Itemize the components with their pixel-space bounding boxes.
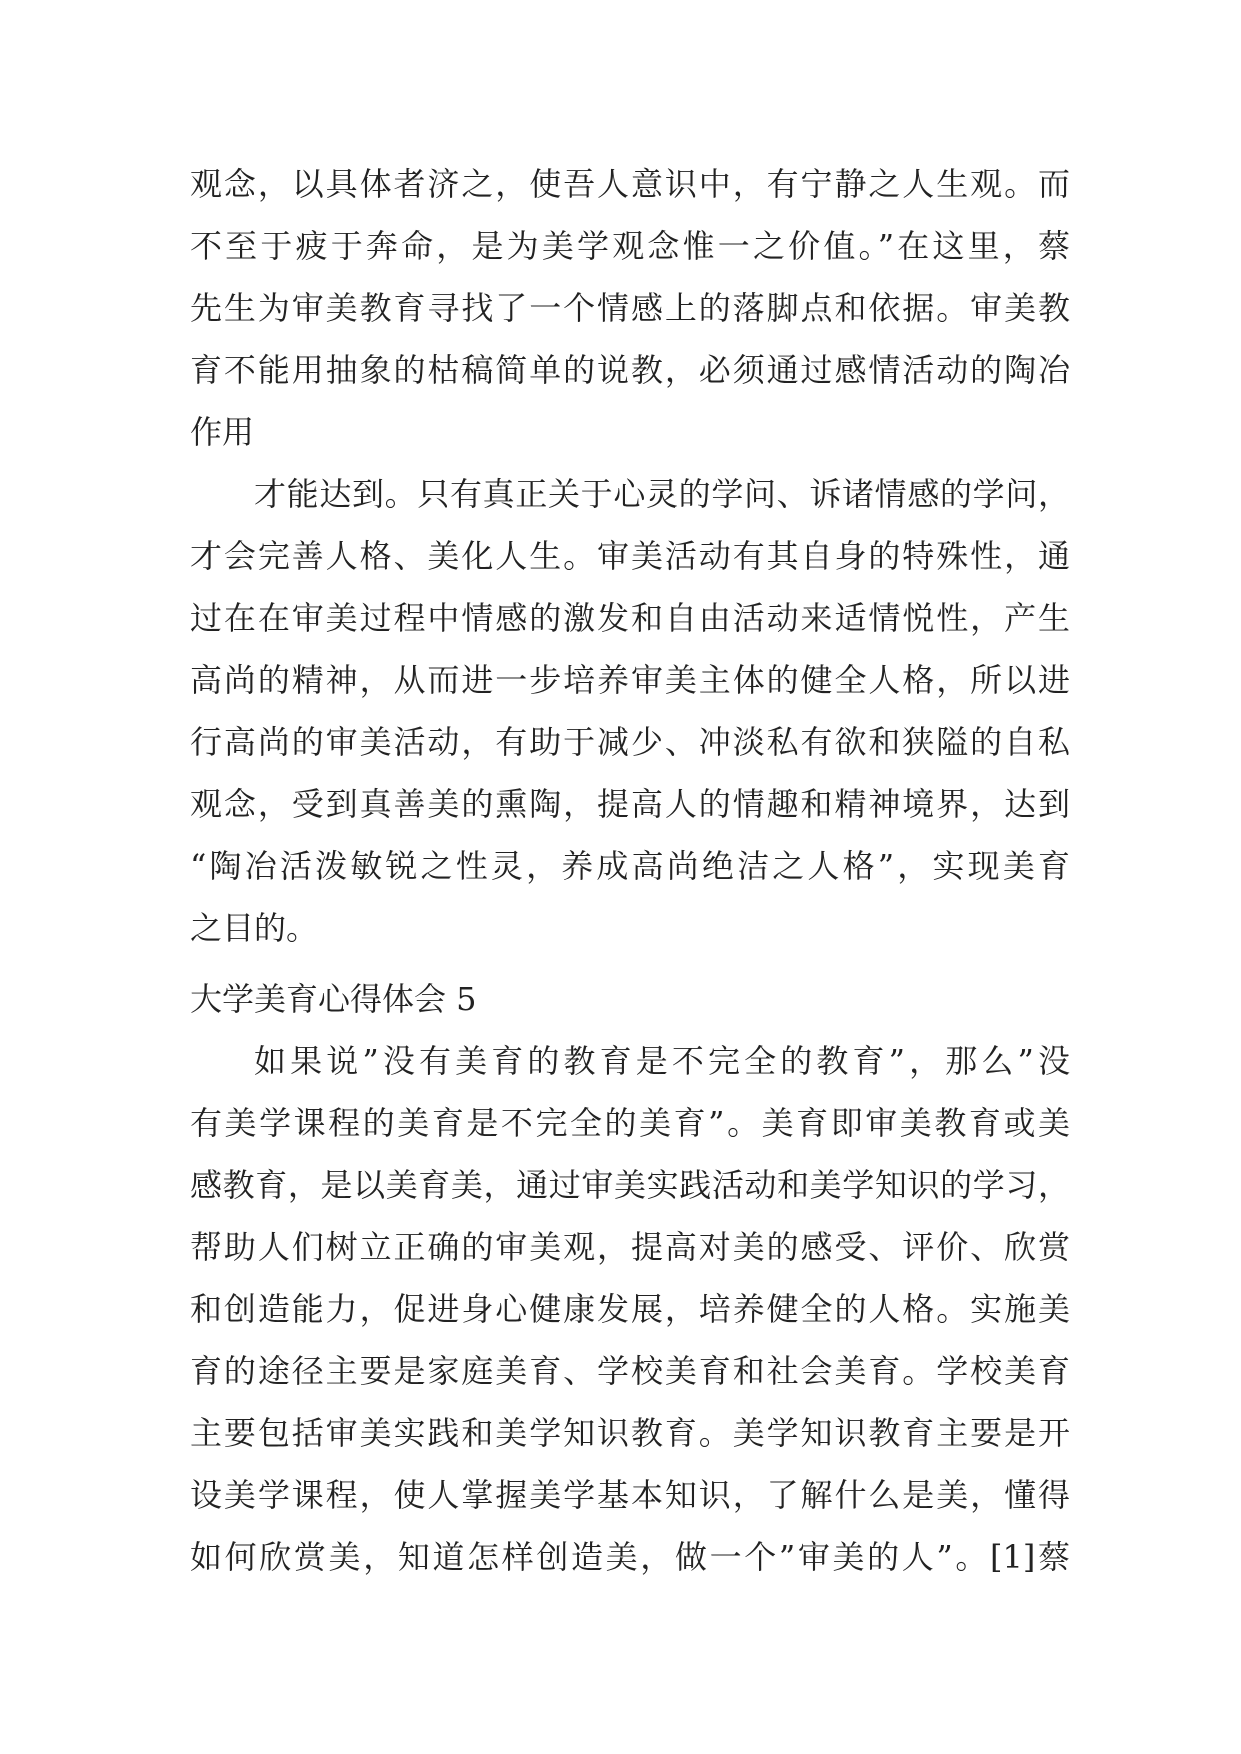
section-heading: 大学美育心得体会 5 [190, 980, 477, 1018]
paragraph-2 [190, 463, 1070, 959]
paragraph-line: 育不能用抽象的枯稿简单的说教，必须通过感情活动的陶冶 [190, 351, 1070, 389]
paragraph-line: 感教育，是以美育美，通过审美实践活动和美学知识的学习， [190, 1166, 1070, 1204]
paragraph-line: 观念，以具体者济之，使吾人意识中，有宁静之人生观。而 [190, 165, 1070, 203]
paragraph-3 [190, 1030, 1070, 1588]
paragraph-line: 观念，受到真善美的熏陶，提高人的情趣和精神境界，达到 [190, 785, 1070, 823]
paragraph-line: 帮助人们树立正确的审美观，提高对美的感受、评价、欣赏 [190, 1228, 1070, 1266]
paragraph-line: 先生为审美教育寻找了一个情感上的落脚点和依据。审美教 [190, 289, 1070, 327]
paragraph-line: 育的途径主要是家庭美育、学校美育和社会美育。学校美育 [190, 1352, 1070, 1390]
paragraph-line: 才会完善人格、美化人生。审美活动有其自身的特殊性，通 [190, 537, 1070, 575]
paragraph-line: 行高尚的审美活动，有助于减少、冲淡私有欲和狭隘的自私 [190, 723, 1070, 761]
paragraph-line: 如何欣赏美，知道怎样创造美，做一个”审美的人”。[1]蔡 [190, 1538, 1070, 1576]
paragraph-line: 不至于疲于奔命，是为美学观念惟一之价值。”在这里，蔡 [190, 227, 1070, 265]
paragraph-line: 和创造能力，促进身心健康发展，培养健全的人格。实施美 [190, 1290, 1070, 1328]
paragraph-line: 过在在审美过程中情感的激发和自由活动来适情悦性，产生 [190, 599, 1070, 637]
paragraph-line: 才能达到。只有真正关于心灵的学问、诉诸情感的学问， [254, 475, 1070, 513]
paragraph-line: 主要包括审美实践和美学知识教育。美学知识教育主要是开 [190, 1414, 1070, 1452]
paragraph-line: 之目的。 [190, 909, 319, 947]
paragraph-line: “陶冶活泼敏锐之性灵，养成高尚绝洁之人格”，实现美育 [190, 847, 1070, 885]
paragraph-line: 有美学课程的美育是不完全的美育”。美育即审美教育或美 [190, 1104, 1070, 1142]
paragraph-line: 高尚的精神，从而进一步培养审美主体的健全人格，所以进 [190, 661, 1070, 699]
paragraph-line: 设美学课程，使人掌握美学基本知识，了解什么是美，懂得 [190, 1476, 1070, 1514]
paragraph-line: 作用 [190, 413, 255, 451]
paragraph-line: 如果说”没有美育的教育是不完全的教育”，那么”没 [254, 1042, 1070, 1080]
paragraph-1 [190, 153, 1070, 463]
